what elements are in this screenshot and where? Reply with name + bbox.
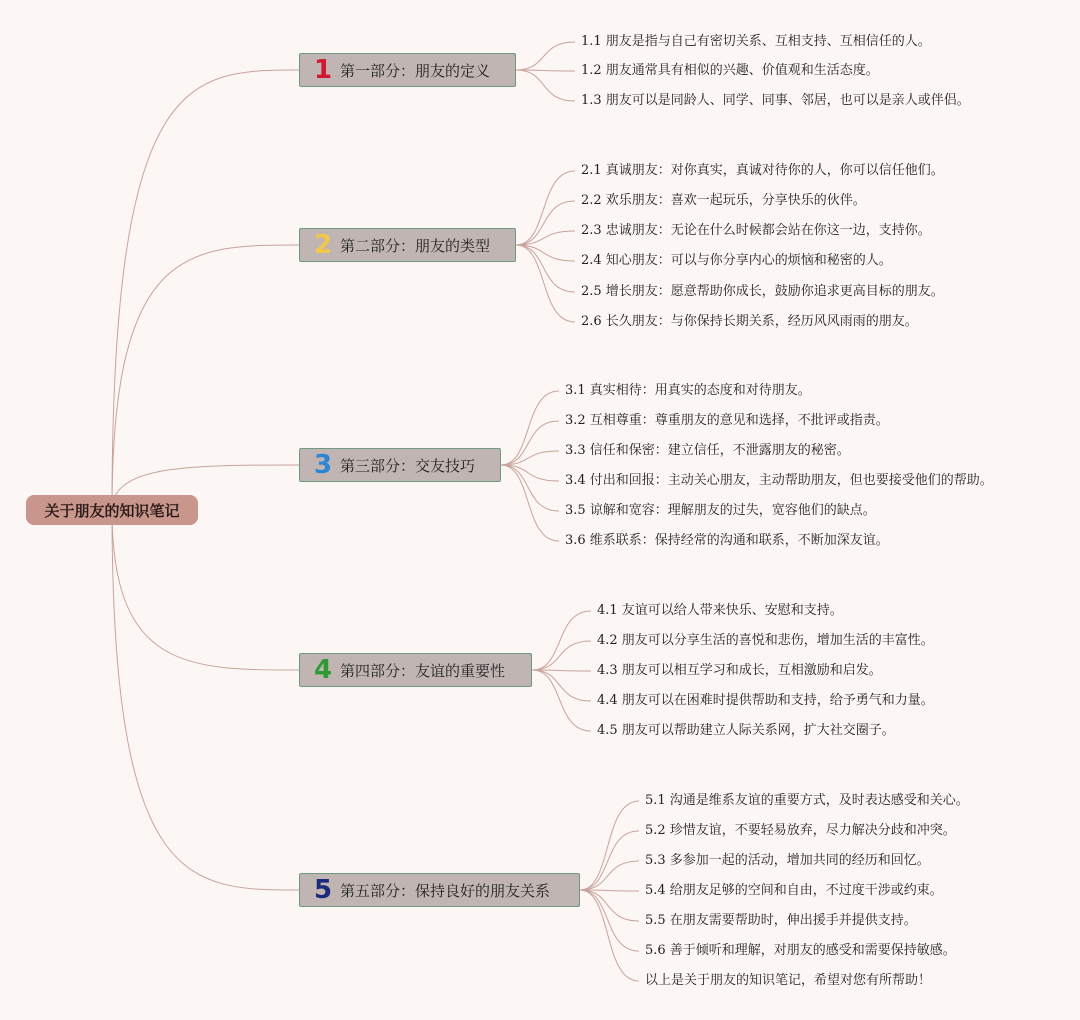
leaf-4-2[interactable]: 4.2 朋友可以分享生活的喜悦和悲伤，增加生活的丰富性。 bbox=[597, 633, 934, 648]
connector-line bbox=[516, 201, 575, 245]
number-4-icon: 4 bbox=[313, 655, 333, 685]
number-1-icon: 1 bbox=[313, 55, 333, 85]
connector-line bbox=[516, 70, 575, 101]
leaf-2-6[interactable]: 2.6 长久朋友：与你保持长期关系，经历风风雨雨的朋友。 bbox=[581, 314, 918, 329]
section-5-topic[interactable] bbox=[299, 873, 580, 907]
leaf-2-5[interactable]: 2.5 增长朋友：愿意帮助你成长，鼓励你追求更高目标的朋友。 bbox=[581, 284, 944, 299]
section-2-title: 第二部分：朋友的类型 bbox=[340, 236, 491, 255]
connector-line bbox=[580, 890, 639, 921]
connector-line bbox=[516, 70, 575, 71]
section-3-title: 第三部分：交友技巧 bbox=[340, 456, 476, 475]
section-2-topic[interactable] bbox=[299, 228, 516, 262]
leaf-2-4[interactable]: 2.4 知心朋友：可以与你分享内心的烦恼和秘密的人。 bbox=[581, 253, 892, 268]
connector-line bbox=[112, 245, 299, 510]
number-5-icon: 5 bbox=[313, 875, 333, 905]
connector-line bbox=[501, 391, 559, 465]
connector-line bbox=[501, 451, 559, 465]
leaf-3-5[interactable]: 3.5 谅解和宽容：理解朋友的过失，宽容他们的缺点。 bbox=[565, 503, 876, 518]
connector-line bbox=[516, 245, 575, 261]
connector-line bbox=[532, 611, 591, 670]
connector-line bbox=[580, 890, 639, 891]
connector-line bbox=[580, 801, 639, 890]
connector-line bbox=[580, 831, 639, 890]
leaf-4-3[interactable]: 4.3 朋友可以相互学习和成长，互相激励和启发。 bbox=[597, 663, 882, 678]
connector-line bbox=[516, 171, 575, 245]
connector-line bbox=[516, 245, 575, 322]
number-2-icon: 2 bbox=[313, 230, 333, 260]
connector-line bbox=[580, 890, 639, 981]
connector-line bbox=[112, 510, 299, 670]
section-4-topic[interactable] bbox=[299, 653, 532, 687]
connector-line bbox=[501, 465, 559, 541]
connector-line bbox=[501, 465, 559, 511]
section-3-topic[interactable] bbox=[299, 448, 501, 482]
leaf-3-3[interactable]: 3.3 信任和保密：建立信任，不泄露朋友的秘密。 bbox=[565, 443, 850, 458]
connector-line bbox=[532, 670, 591, 701]
connector-line bbox=[501, 421, 559, 465]
leaf-4-1[interactable]: 4.1 友谊可以给人带来快乐、安慰和支持。 bbox=[597, 603, 843, 618]
leaf-2-3[interactable]: 2.3 忠诚朋友：无论在什么时候都会站在你这一边，支持你。 bbox=[581, 223, 931, 238]
leaf-1-3[interactable]: 1.3 朋友可以是同龄人、同学、同事、邻居，也可以是亲人或伴侣。 bbox=[581, 93, 970, 108]
connector-line bbox=[580, 890, 639, 951]
leaf-2-2[interactable]: 2.2 欢乐朋友：喜欢一起玩乐，分享快乐的伙伴。 bbox=[581, 193, 866, 208]
connector-line bbox=[532, 670, 591, 671]
leaf-3-4[interactable]: 3.4 付出和回报：主动关心朋友，主动帮助朋友，但也要接受他们的帮助。 bbox=[565, 473, 993, 488]
section-4-title: 第四部分：友谊的重要性 bbox=[340, 661, 506, 680]
connector-line bbox=[501, 465, 559, 481]
leaf-5-6[interactable]: 5.6 善于倾听和理解，对朋友的感受和需要保持敏感。 bbox=[645, 943, 956, 958]
root-topic[interactable]: 关于朋友的知识笔记 bbox=[26, 495, 198, 525]
leaf-5-1[interactable]: 5.1 沟通是维系友谊的重要方式，及时表达感受和关心。 bbox=[645, 793, 969, 808]
section-1-title: 第一部分：朋友的定义 bbox=[340, 61, 491, 80]
connector-line bbox=[516, 245, 575, 292]
connector-line bbox=[516, 42, 575, 70]
leaf-3-1[interactable]: 3.1 真实相待：用真实的态度和对待朋友。 bbox=[565, 383, 811, 398]
leaf-5-5[interactable]: 5.5 在朋友需要帮助时，伸出援手并提供支持。 bbox=[645, 913, 917, 928]
connector-line bbox=[532, 670, 591, 731]
leaf-1-2[interactable]: 1.2 朋友通常具有相似的兴趣、价值观和生活态度。 bbox=[581, 63, 879, 78]
leaf-5-7[interactable]: 以上是关于朋友的知识笔记，希望对您有所帮助！ bbox=[645, 973, 932, 988]
number-3-icon: 3 bbox=[313, 450, 333, 480]
leaf-5-2[interactable]: 5.2 珍惜友谊，不要轻易放弃，尽力解决分歧和冲突。 bbox=[645, 823, 956, 838]
connector-line bbox=[516, 231, 575, 245]
leaf-3-2[interactable]: 3.2 互相尊重：尊重朋友的意见和选择，不批评或指责。 bbox=[565, 413, 889, 428]
leaf-5-3[interactable]: 5.3 多参加一起的活动，增加共同的经历和回忆。 bbox=[645, 853, 930, 868]
connector-line bbox=[580, 861, 639, 890]
leaf-4-5[interactable]: 4.5 朋友可以帮助建立人际关系网，扩大社交圈子。 bbox=[597, 723, 895, 738]
connector-line bbox=[532, 641, 591, 670]
connector-line bbox=[112, 510, 299, 890]
section-5-title: 第五部分：保持良好的朋友关系 bbox=[340, 881, 551, 900]
leaf-5-4[interactable]: 5.4 给朋友足够的空间和自由，不过度干涉或约束。 bbox=[645, 883, 943, 898]
leaf-2-1[interactable]: 2.1 真诚朋友：对你真实，真诚对待你的人，你可以信任他们。 bbox=[581, 163, 944, 178]
leaf-4-4[interactable]: 4.4 朋友可以在困难时提供帮助和支持，给予勇气和力量。 bbox=[597, 693, 934, 708]
connector-line bbox=[112, 70, 299, 510]
leaf-1-1[interactable]: 1.1 朋友是指与自己有密切关系、互相支持、互相信任的人。 bbox=[581, 34, 931, 49]
section-1-topic[interactable] bbox=[299, 53, 516, 87]
leaf-3-6[interactable]: 3.6 维系联系：保持经常的沟通和联系，不断加深友谊。 bbox=[565, 533, 889, 548]
